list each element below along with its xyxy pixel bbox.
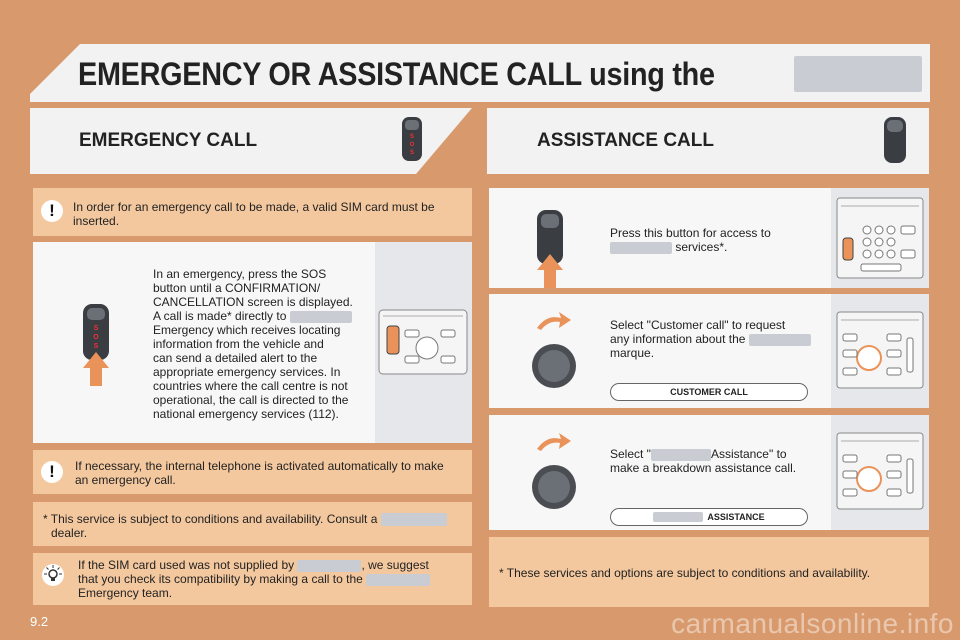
svg-text:S: S bbox=[409, 150, 415, 156]
svg-text:O: O bbox=[409, 142, 415, 148]
sim-warning-text: In order for an emergency call to be made, a valid SIM card must be inserted. bbox=[73, 200, 435, 228]
emergency-title: EMERGENCY CALL bbox=[79, 130, 258, 151]
exclamation-icon: ! bbox=[41, 461, 63, 483]
watermark: carmanualsonline.info bbox=[671, 608, 954, 639]
sos-button-press-icon bbox=[79, 302, 115, 388]
assistance-footnote-text: * These services and options are subject to conditions and availability. bbox=[499, 566, 871, 580]
redacted-brand bbox=[749, 334, 811, 346]
service-note-panel bbox=[33, 502, 472, 546]
redacted-brand bbox=[381, 513, 447, 526]
sim-warning-panel bbox=[33, 188, 472, 236]
assistance-footnote-panel bbox=[489, 537, 929, 607]
redacted-brand bbox=[297, 560, 361, 572]
exclamation-icon: ! bbox=[41, 200, 63, 222]
assistance-step-3-text: Select " Assistance" to make a breakdown assistance call. bbox=[610, 447, 797, 475]
svg-text:O: O bbox=[93, 334, 99, 341]
rotary-knob-icon bbox=[529, 429, 579, 519]
redacted-brand bbox=[653, 512, 703, 522]
lightbulb-icon bbox=[41, 563, 65, 587]
assistance-title: ASSISTANCE CALL bbox=[537, 130, 714, 151]
redacted-brand bbox=[366, 574, 430, 586]
svg-text:S: S bbox=[93, 343, 99, 350]
assistance-button-press-icon bbox=[533, 208, 569, 290]
phone-warning-panel bbox=[33, 450, 472, 494]
assistance-option[interactable] bbox=[610, 508, 808, 526]
assistance-step-1-panel bbox=[489, 188, 929, 288]
redacted-brand bbox=[290, 311, 352, 323]
sim-tip-text: If the SIM card used was not supplied by , we suggest that you check its compatibility by making a call to the Emergency team. bbox=[78, 558, 429, 600]
rotary-knob-icon bbox=[529, 308, 579, 398]
phone-warning-text: If necessary, the internal telephone is activated automatically to make an emergency call. bbox=[75, 459, 444, 487]
assistance-step-1-text: Press this button for access to services*. bbox=[610, 226, 771, 254]
customer-call-option[interactable]: CUSTOMER CALL bbox=[610, 383, 808, 401]
sim-tip-panel bbox=[33, 553, 472, 605]
service-note-text: * This service is subject to conditions and availability. Consult a dealer. bbox=[43, 512, 468, 540]
svg-text:S: S bbox=[93, 325, 99, 332]
radio-knob-illustration bbox=[831, 429, 929, 513]
redacted-brand bbox=[651, 449, 711, 461]
emergency-procedure-panel bbox=[33, 242, 472, 443]
page-number: 9.2 bbox=[30, 614, 49, 629]
assistance-step-2-text: Select "Customer call" to request any information about the marque. bbox=[610, 318, 820, 360]
assistance-step-2-panel bbox=[489, 294, 929, 408]
assistance-option-label: ASSISTANCE bbox=[707, 512, 765, 522]
redacted-brand bbox=[610, 242, 672, 254]
assistance-step-3-panel bbox=[489, 415, 929, 530]
assistance-button-icon bbox=[882, 116, 908, 164]
page-title: EMERGENCY OR ASSISTANCE CALL using the bbox=[78, 56, 715, 92]
radio-knob-illustration bbox=[831, 308, 929, 392]
emergency-procedure-text: In an emergency, press the SOS button until a CONFIRMATION/ CANCELLATION screen is displayed. A call is made* directly to Emergency which receives locating information from the vehicle and can send a detailed alert to the appropriate emergency services. In countries where the call centre is not operational, the call is directed to the national emergency services (112). bbox=[153, 267, 353, 421]
sos-button-icon bbox=[400, 116, 424, 162]
svg-text:S: S bbox=[409, 134, 415, 140]
redacted-brand bbox=[794, 56, 922, 92]
keypad-illustration bbox=[831, 194, 929, 282]
dashboard-sos-illustration bbox=[375, 300, 472, 388]
